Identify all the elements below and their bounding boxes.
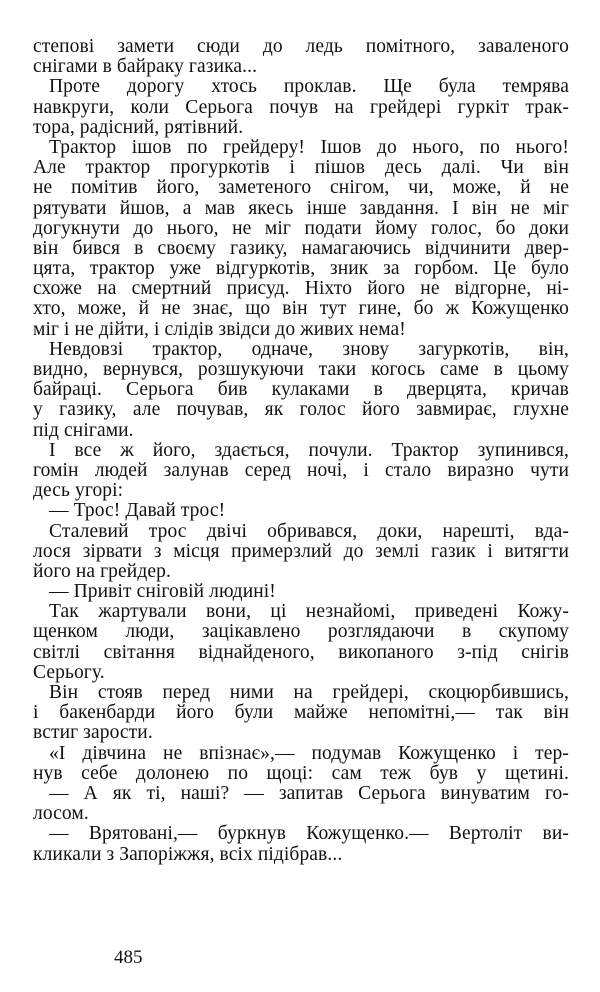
text-line: Так жартували вони, ці незнайомі, приведені Кожу- — [49, 601, 569, 623]
text-line: І все ж його, здається, почули. Трактор зупинився, — [49, 439, 569, 461]
text-line: під снігами. — [33, 419, 134, 441]
text-line: степові замети сюди до ледь помітного, заваленого — [33, 36, 569, 57]
text-line: цята, трактор уже відгуркотів, зник за горбом. Це було — [33, 258, 569, 280]
text-line: кликали з Запоріжжя, всіх підібрав... — [33, 843, 343, 865]
text-line: не помітив його, заметеного снігом, чи, може, й не — [33, 177, 569, 199]
text-line: Але трактор прогуркотів і пішов десь далі. Чи він — [33, 157, 569, 179]
text-line: Проте дорогу хтось проклав. Ще була темрява — [49, 76, 569, 98]
text-line: навкруги, коли Серьога почув на грейдері гуркіт трак- — [33, 96, 569, 118]
text-line: — Трос! Давай трос! — [49, 500, 226, 522]
text-line: Трактор ішов по грейдеру! Ішов до нього, по нього! — [49, 136, 569, 158]
text-line: лосом. — [33, 803, 89, 825]
text-line: він бився в своєму газику, намагаючись відчинити двер- — [33, 237, 569, 259]
text-line: Серьогу. — [33, 661, 105, 683]
text-line: — Привіт сніговій людині! — [49, 581, 276, 603]
text-line: схоже на смертний присуд. Ніхто його не відгорне, ні- — [33, 278, 569, 300]
text-line: Сталевий трос двічі обривався, доки, нарешті, вда- — [49, 520, 569, 542]
text-line: байраці. Серьога бив кулаками в дверцята, кричав — [33, 379, 569, 401]
text-line: «І дівчина не впізнає»,— подумав Кожущенко і тер- — [49, 742, 569, 764]
text-line: рятувати йшов, а мав якесь інше завдання. І він не міг — [33, 197, 569, 219]
text-line: Він стояв перед ними на грейдері, скоцюрбившись, — [49, 682, 569, 703]
page-number: 485 — [114, 947, 143, 968]
text-line: встиг зарости. — [33, 722, 153, 744]
text-line: хто, може, й не знає, що він тут гине, бо ж Кожущенко — [33, 298, 569, 320]
text-line: у газику, але почував, як голос його завмирає, глухне — [33, 399, 569, 421]
book-page-text — [33, 37, 569, 865]
text-line: щенком люди, зацікавлено розглядаючи в скупому — [33, 621, 569, 643]
text-line: гомін людей залунав серед ночі, і стало виразно чути — [33, 459, 569, 481]
text-line: десь угорі: — [33, 480, 124, 502]
text-line: видно, вернувся, розшукуючи таки когось саме в цьому — [33, 359, 569, 380]
text-line: — А як ті, наші? — запитав Серьога винуватим го- — [49, 782, 569, 804]
text-line: міг і не дійти, і слідів звідси до живих нема! — [33, 318, 406, 340]
text-line: догукнути до нього, не міг подати йому голос, бо доки — [33, 217, 569, 239]
text-line: тора, радісний, рятівний. — [33, 116, 244, 138]
text-line: нув себе долонею по щоці: сам теж був у щетині. — [33, 762, 569, 784]
text-line: Невдовзі трактор, одначе, знову загуркотів, він, — [49, 338, 569, 360]
text-line: і бакенбарди його були майже непомітні,— так він — [33, 702, 569, 724]
text-line: снігами в байраку газика... — [33, 56, 258, 78]
text-line: лося зірвати з місця примерзлий до землі газик і витягти — [33, 540, 569, 562]
text-line: його на грейдер. — [33, 560, 171, 582]
text-line: — Врятовані,— буркнув Кожущенко.— Вертоліт ви- — [49, 823, 569, 845]
text-line: світлі світання віднайденого, викопаного з-під снігів — [33, 641, 569, 663]
